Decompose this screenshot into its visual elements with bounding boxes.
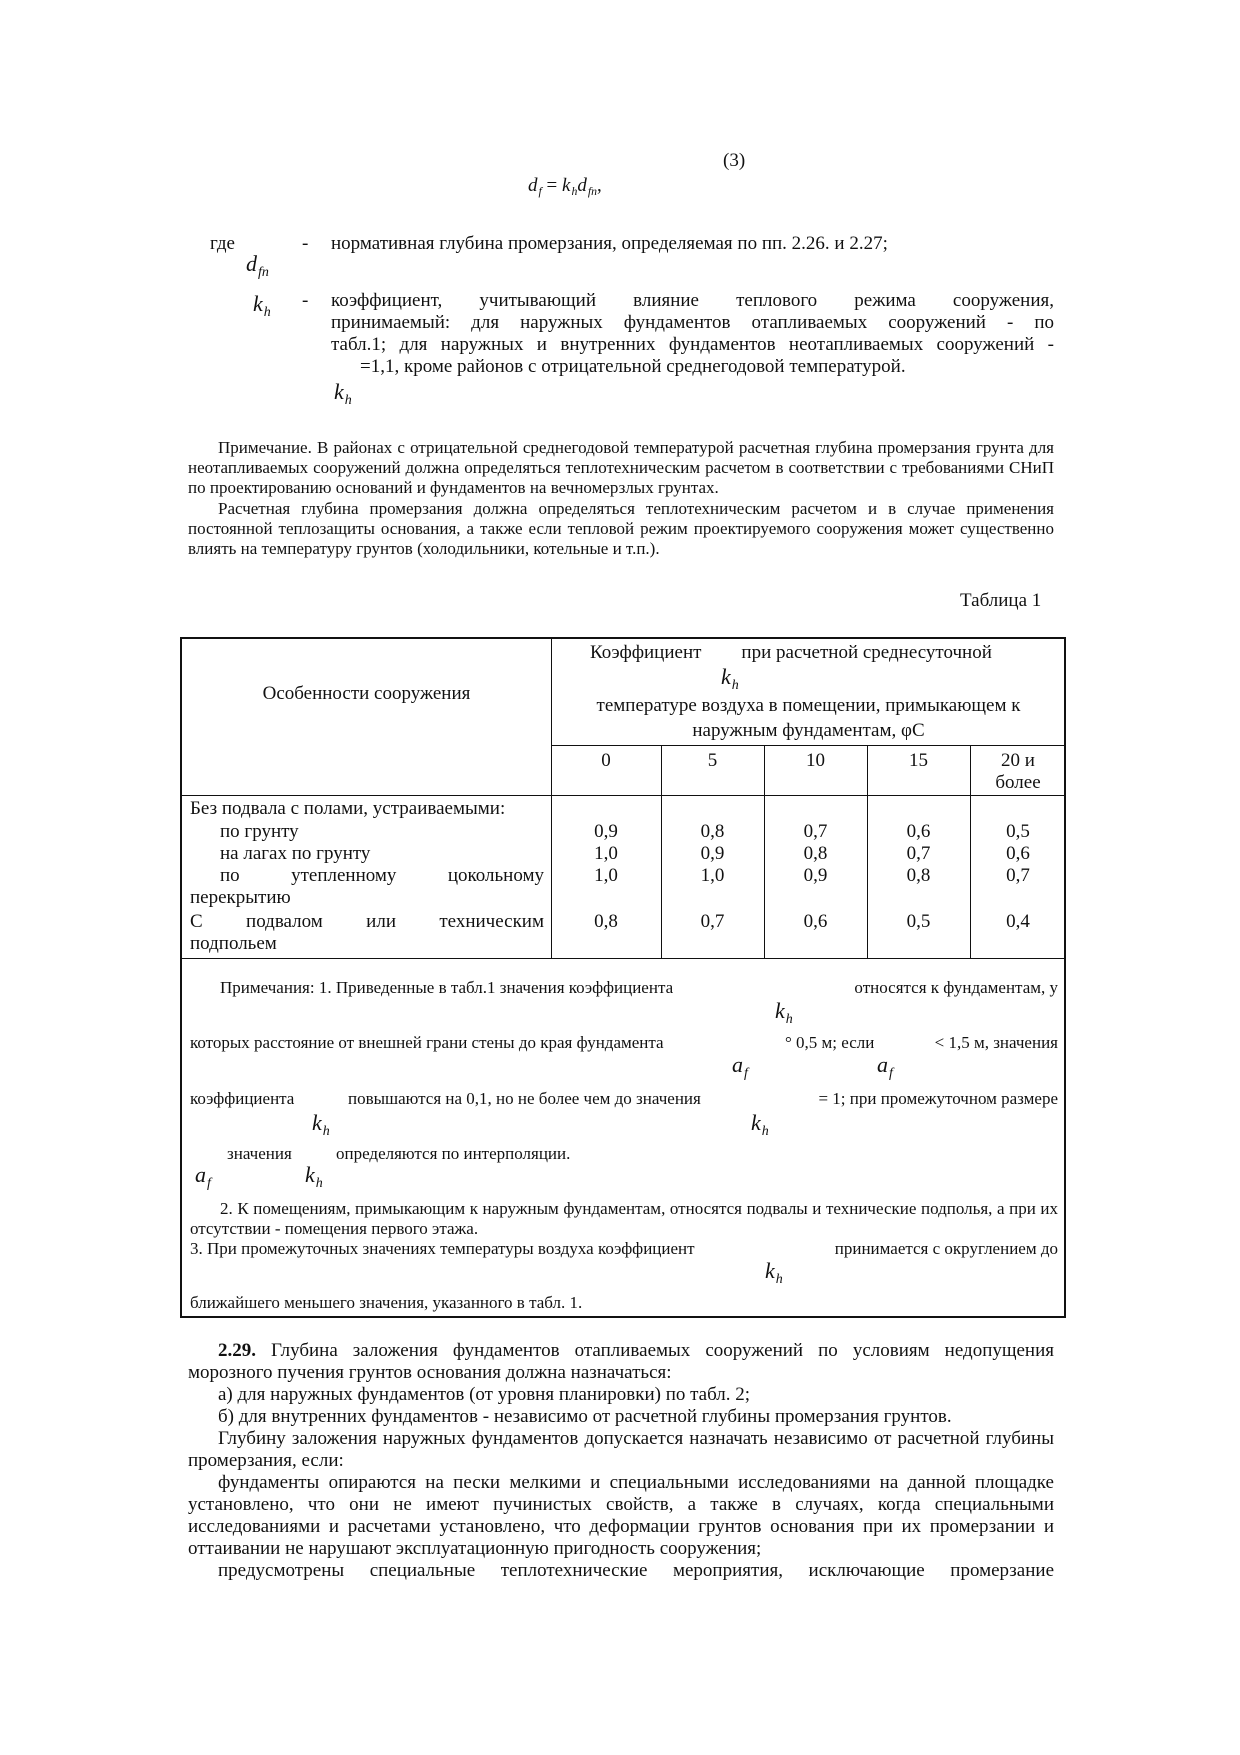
table-cell: 0,7 (906, 843, 931, 864)
table-cell: 1,0 (700, 865, 725, 886)
row-label: на лагах по грунту (220, 843, 371, 864)
note-paragraph: Расчетная глубина промерзания должна определяться теплотехническим расчетом и в случае применения постоянной теплозащиты основания, а также если тепловой режим проектируемого сооружения может существенно влиять на температуру грунтов (холодильники, котельные и т.п.). (188, 499, 1054, 558)
temp-header: 20 и более (995, 750, 1041, 793)
header-coefficient-line2: температуре воздуха в помещении, примыкающем к (596, 695, 1021, 716)
table-cell: 0,6 (1006, 843, 1030, 864)
section-2-29: 2.29. Глубина заложения фундаментов отапливаемых сооружений по условиям недопущения морозного пучения грунтов основания должна назначаться: а) для наружных фундаментов (от уровня планировки) по табл. 2; б) для внутренних фундаментов - независимо от расчетной глубины промерзания грунтов. Глубину заложения наружных фундаментов допускается назначать независимо от расчетной глубины промерзания, если: фундаменты опираются на пески мелкими и специальными исследованиями на данной площадке установлено, что они не имеют пучинистых свойств, а также в случаях, когда специальными исследованиями и расчетами установлено, что деформации грунтов основания при их промерзании и оттаивании не нарушают эксплуатационную пригодность сооружения; предусмотрены специальные теплотехнические мероприятия, исключающие промерзание (188, 1340, 1054, 1581)
a-f-symbol: $a_f$ (732, 1052, 748, 1081)
table-cell: 1,0 (594, 865, 618, 886)
k-h-symbol: $k_h$ (775, 998, 793, 1027)
header-coefficient: Коэффициент при расчетной среднесуточной (590, 642, 992, 663)
row-label: по утепленному цокольному перекрытию (190, 865, 544, 908)
temp-header: 0 (601, 750, 611, 771)
table-cell: 0,6 (803, 911, 828, 932)
k-h-symbol: $k_h$ (721, 664, 739, 693)
table-cell: 0,8 (594, 911, 618, 932)
row-label: С подвалом или техническим подпольем (190, 911, 544, 954)
formula: $d_f = k_hd_{fn}$, (528, 175, 602, 199)
table-cell: 1,0 (594, 843, 618, 864)
table-cell: 0,7 (803, 821, 828, 842)
k-definition: коэффициент, учитывающий влияние теплового режима сооружения, принимаемый: для наружных фундаментов отапливаемых сооружений - по табл.1; для наружных и внутренних фундаментов неотапливаемых сооружений - =1,1, кроме районов с отрицательной среднегодовой температурой. (331, 290, 1054, 377)
table-cell: 0,6 (906, 821, 931, 842)
table-1 (180, 637, 1066, 1318)
table-cell: 0,5 (1006, 821, 1030, 842)
table-note-3-line2: ближайшего меньшего значения, указанного в табл. 1. (190, 1293, 583, 1312)
group-label: Без подвала с полами, устраиваемыми: (190, 798, 506, 819)
table-cell: 0,5 (906, 911, 931, 932)
k-h-symbol: $k_h$ (334, 379, 352, 408)
k-h-symbol: $k_h$ (253, 291, 271, 320)
temp-header: 5 (707, 750, 718, 771)
table-caption: Таблица 1 (960, 590, 1042, 611)
table-note-2: 2. К помещениям, примыкающим к наружным фундаментам, относятся подвалы и технические подполья, а при их отсутствии - помещения первого этажа. (190, 1199, 1058, 1238)
dash: - (302, 233, 309, 254)
k-h-symbol: $k_h$ (312, 1110, 330, 1139)
table-cell: 0,4 (1006, 911, 1030, 932)
table-cell: 0,9 (803, 865, 828, 886)
a-f-symbol: $a_f$ (195, 1162, 211, 1191)
table-note-1-line2: которых расстояние от внешней грани стены до края фундамента ° 0,5 м; если < 1,5 м, значения (190, 1033, 1058, 1052)
row-label: по грунту (220, 821, 299, 842)
table-cell: 0,9 (700, 843, 725, 864)
formula-number: (3) (723, 150, 746, 171)
table-cell: 0,8 (906, 865, 931, 886)
header-features: Особенности сооружения (262, 683, 471, 704)
d-fn-symbol: $d_{fn}$ (246, 251, 269, 280)
table-cell: 0,7 (1006, 865, 1030, 886)
table-cell: 0,8 (803, 843, 828, 864)
k-h-symbol: $k_h$ (765, 1258, 783, 1287)
dash: - (302, 290, 309, 311)
table-note-1-line4: значения определяются по интерполяции. (227, 1144, 571, 1163)
table-note-3-line1: 3. При промежуточных значениях температуры воздуха коэффициент принимается с округлением до (190, 1239, 1058, 1258)
temp-header: 15 (909, 750, 928, 771)
table-note-1-line3: коэффициента повышаются на 0,1, но не более чем до значения = 1; при промежуточном размере (190, 1089, 1058, 1108)
d-definition: нормативная глубина промерзания, определяемая по пп. 2.26. и 2.27; (331, 233, 888, 254)
table-cell: 0,8 (700, 821, 725, 842)
where-word: где (210, 233, 235, 254)
k-h-symbol: $k_h$ (305, 1162, 323, 1191)
table-cell: 0,9 (594, 821, 618, 842)
note-paragraph: Примечание. В районах с отрицательной среднегодовой температурой расчетная глубина промерзания грунта для неотапливаемых сооружений должна определяться теплотехническим расчетом в соответствии с требованиями СНиП по проектированию оснований и фундаментов на вечномерзлых грунтах. (188, 438, 1054, 497)
a-f-symbol: $a_f$ (877, 1052, 893, 1081)
temp-header: 10 (806, 750, 825, 771)
table-note-1-line1: Примечания: 1. Приведенные в табл.1 значения коэффициента относятся к фундаментам, у (220, 978, 1058, 997)
table-cell: 0,7 (700, 911, 725, 932)
k-h-symbol: $k_h$ (751, 1110, 769, 1139)
header-coefficient-line3: наружным фундаментам, φС (692, 720, 925, 741)
